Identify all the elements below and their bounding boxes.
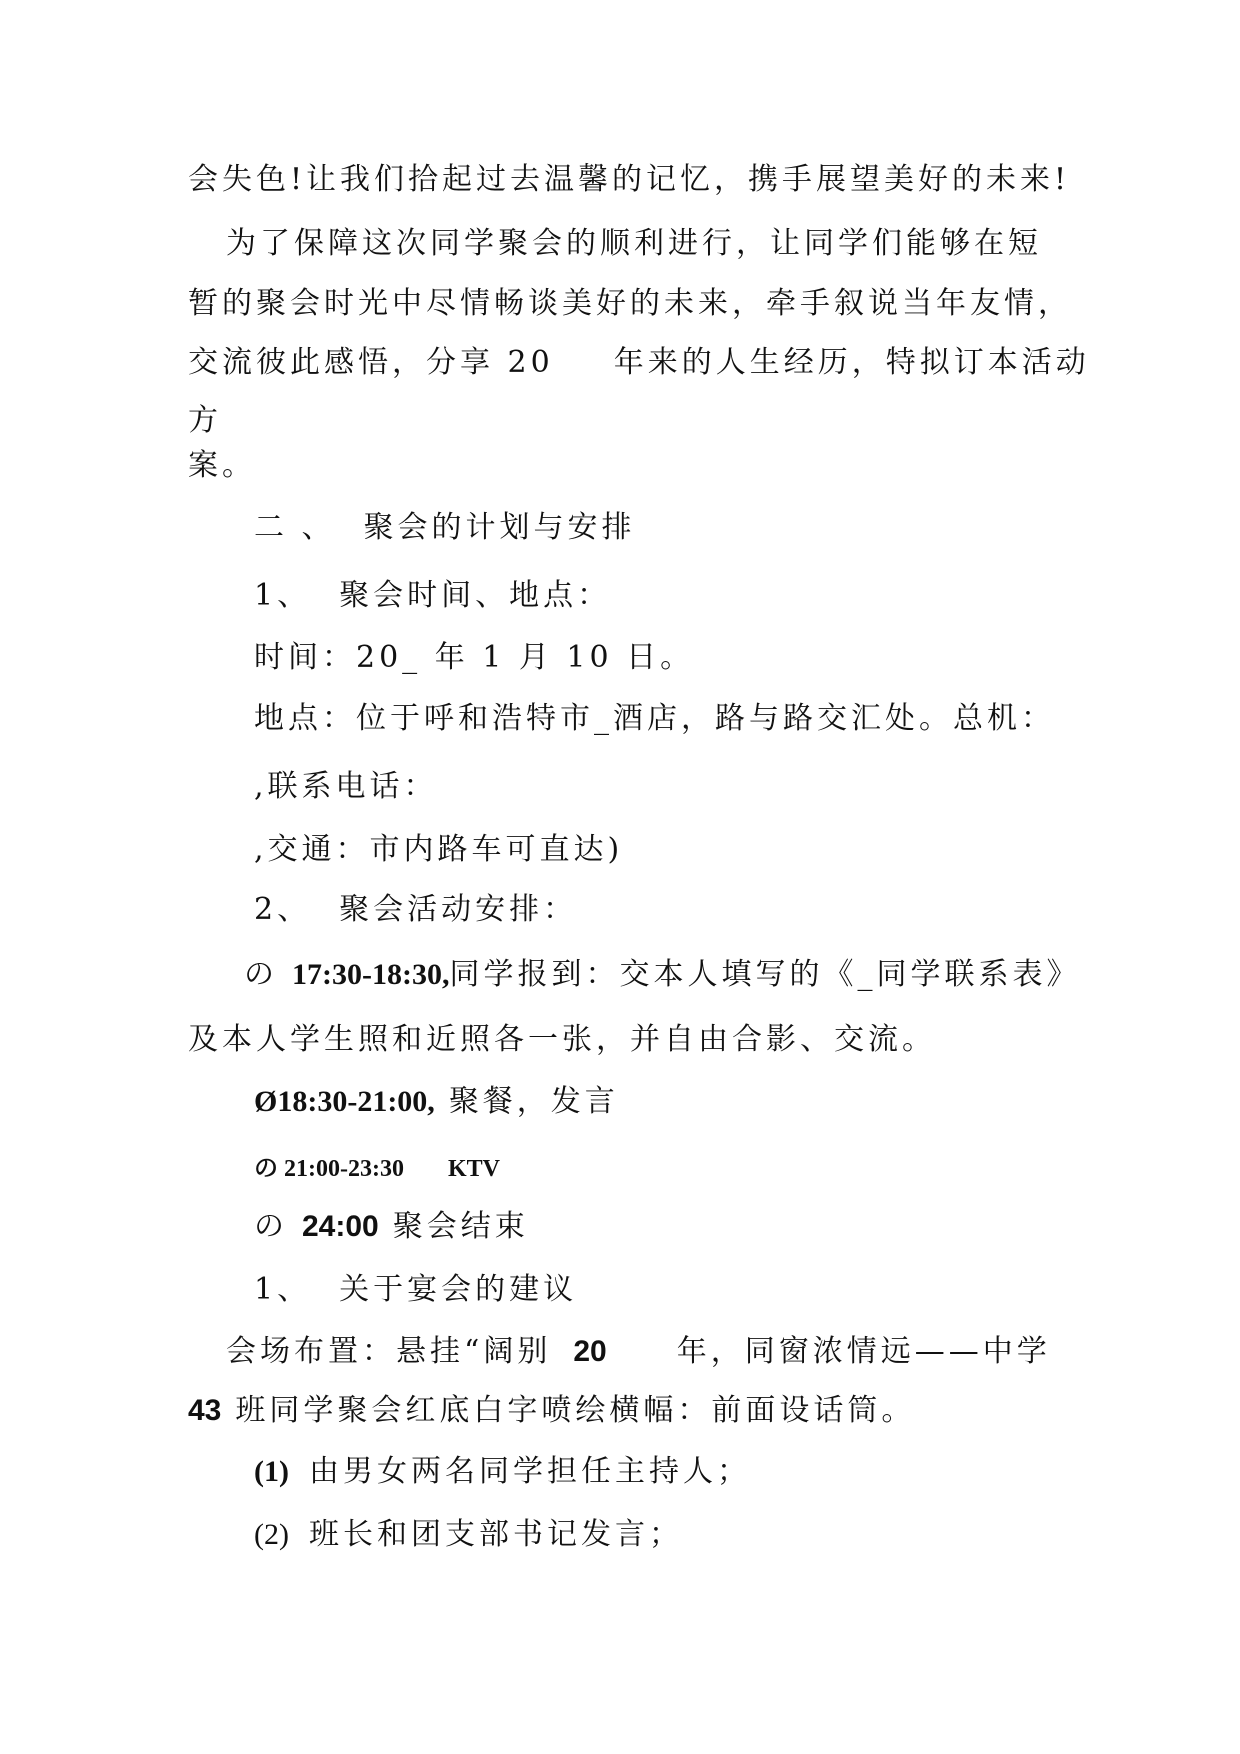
text-segment: 年，同窗浓情远——中学	[676, 1334, 1051, 1369]
schedule-text: 同学报到：交本人填写的《_同学联系表》	[449, 957, 1081, 992]
bullet-symbol: の	[244, 957, 278, 992]
paragraph-line	[188, 1391, 915, 1431]
list-number: (1)	[254, 1455, 289, 1488]
subsection-heading	[254, 576, 611, 616]
paragraph-line: ,联系电话：	[254, 769, 438, 804]
schedule-time: 17:30-18:30,	[292, 958, 450, 991]
subsection-title: 聚会时间、地点：	[339, 578, 612, 613]
schedule-text: 聚餐，发言	[448, 1084, 619, 1119]
paragraph-line: 暂的聚会时光中尽情畅谈美好的未来，牵手叙说当年友情，	[188, 286, 1072, 321]
text-segment: 班同学聚会红底白字喷绘横幅：前面设话筒。	[235, 1393, 916, 1428]
text-segment: 年来的人生经历，特拟订本活动	[613, 345, 1090, 380]
list-number: (2)	[254, 1518, 289, 1551]
number-text: 43	[188, 1394, 222, 1427]
paragraph-line: 会失色!让我们拾起过去温馨的记忆，携手展望美好的未来!	[188, 162, 1071, 197]
paragraph-line: 为了保障这次同学聚会的顺利进行，让同学们能够在短	[226, 226, 1042, 261]
schedule-item	[254, 1147, 500, 1189]
bullet-symbol: の	[254, 1209, 288, 1244]
schedule-time: 21:00-23:30	[284, 1156, 404, 1182]
paragraph-line: 时间：20_ 年 1 月 10 日。	[254, 640, 695, 675]
paragraph-line: 及本人学生照和近照各一张，并自由合影、交流。	[188, 1022, 936, 1057]
list-text: 由男女两名同学担任主持人；	[308, 1454, 751, 1489]
schedule-item	[254, 1082, 619, 1122]
subsection-title: 关于宴会的建议	[339, 1272, 578, 1307]
paragraph-line: ,交通：市内路车可直达)	[254, 832, 624, 867]
list-text: 班长和团支部书记发言；	[308, 1517, 683, 1552]
paragraph-line	[188, 343, 1090, 383]
subsection-heading	[254, 1270, 577, 1310]
section-title: 聚会的计划与安排	[363, 510, 636, 545]
subsection-number: 1、	[254, 1272, 312, 1307]
paragraph-line: 方	[188, 403, 222, 438]
list-item	[254, 1515, 683, 1555]
paragraph-line	[226, 1332, 1051, 1372]
subsection-heading	[254, 890, 577, 930]
subsection-number: 1、	[254, 578, 312, 613]
bullet-symbol: の	[254, 1156, 278, 1182]
subsection-title: 聚会活动安排：	[339, 892, 578, 927]
schedule-item	[254, 1207, 529, 1247]
paragraph-line: 地点：位于呼和浩特市_酒店，路与路交汇处。总机：	[254, 701, 1055, 736]
paragraph-line: 案。	[188, 448, 256, 483]
list-item	[254, 1452, 751, 1492]
schedule-time: 24:00	[302, 1210, 379, 1243]
schedule-item	[244, 955, 1080, 995]
number-text: 20	[573, 1335, 607, 1368]
section-number: 二 、	[254, 510, 336, 545]
text-segment: 会场布置：悬挂“阔别	[226, 1334, 552, 1369]
section-heading	[254, 508, 636, 548]
schedule-text: 聚会结束	[392, 1209, 529, 1244]
subsection-number: 2、	[254, 892, 312, 927]
text-segment: 交流彼此感悟，分享 20	[188, 345, 554, 380]
schedule-text: KTV	[447, 1156, 500, 1182]
schedule-time: Ø18:30-21:00,	[254, 1085, 435, 1118]
